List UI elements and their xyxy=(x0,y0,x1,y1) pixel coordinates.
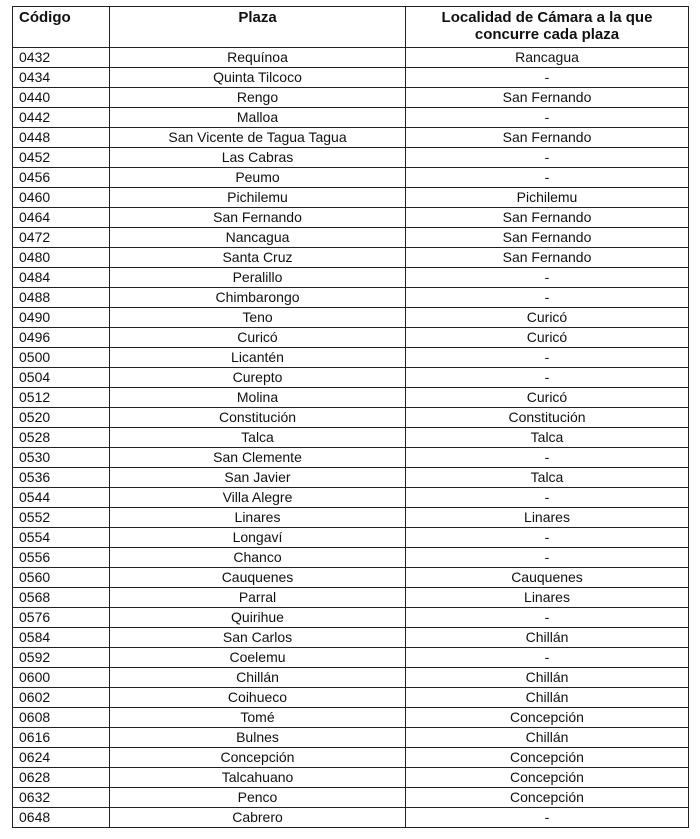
table-row xyxy=(13,468,689,488)
plaza-cell: Parral xyxy=(110,588,406,608)
code-cell: 0536 xyxy=(13,468,110,488)
code-cell: 0472 xyxy=(13,228,110,248)
localidad-cell: Chillán xyxy=(406,628,689,648)
plaza-cell: Talca xyxy=(110,428,406,448)
localidad-cell: San Fernando xyxy=(406,208,689,228)
plaza-cell: Nancagua xyxy=(110,228,406,248)
code-cell: 0456 xyxy=(13,168,110,188)
localidad-cell: San Fernando xyxy=(406,88,689,108)
table-row xyxy=(13,68,689,88)
code-cell: 0648 xyxy=(13,808,110,828)
table-row xyxy=(13,188,689,208)
plaza-cell: San Carlos xyxy=(110,628,406,648)
code-cell: 0512 xyxy=(13,388,110,408)
code-cell: 0552 xyxy=(13,508,110,528)
plaza-cell: Pichilemu xyxy=(110,188,406,208)
table-row xyxy=(13,328,689,348)
plaza-cell: San Javier xyxy=(110,468,406,488)
code-cell: 0432 xyxy=(13,48,110,68)
table-row xyxy=(13,508,689,528)
plaza-cell: Chillán xyxy=(110,668,406,688)
code-cell: 0434 xyxy=(13,68,110,88)
localidad-cell: Rancagua xyxy=(406,48,689,68)
plaza-cell: Coihueco xyxy=(110,688,406,708)
table-row xyxy=(13,268,689,288)
table-row xyxy=(13,308,689,328)
code-cell: 0608 xyxy=(13,708,110,728)
table-row xyxy=(13,728,689,748)
plaza-cell: Rengo xyxy=(110,88,406,108)
plazas-table xyxy=(12,6,689,828)
table-row xyxy=(13,588,689,608)
code-cell: 0556 xyxy=(13,548,110,568)
localidad-cell: - xyxy=(406,108,689,128)
table-row xyxy=(13,548,689,568)
table-row xyxy=(13,368,689,388)
localidad-cell: - xyxy=(406,268,689,288)
localidad-cell: San Fernando xyxy=(406,228,689,248)
localidad-cell: Linares xyxy=(406,508,689,528)
localidad-cell: San Fernando xyxy=(406,128,689,148)
code-cell: 0442 xyxy=(13,108,110,128)
code-cell: 0600 xyxy=(13,668,110,688)
table-row xyxy=(13,668,689,688)
localidad-cell: Linares xyxy=(406,588,689,608)
plaza-cell: Longaví xyxy=(110,528,406,548)
table-row xyxy=(13,248,689,268)
localidad-cell: Chillán xyxy=(406,688,689,708)
code-cell: 0480 xyxy=(13,248,110,268)
table-row xyxy=(13,128,689,148)
code-cell: 0628 xyxy=(13,768,110,788)
table-row xyxy=(13,708,689,728)
localidad-cell: Talca xyxy=(406,468,689,488)
localidad-cell: Concepción xyxy=(406,788,689,808)
code-cell: 0602 xyxy=(13,688,110,708)
plaza-cell: Penco xyxy=(110,788,406,808)
plaza-cell: Tomé xyxy=(110,708,406,728)
table-row xyxy=(13,288,689,308)
plaza-cell: Chanco xyxy=(110,548,406,568)
localidad-cell: Constitución xyxy=(406,408,689,428)
code-cell: 0624 xyxy=(13,748,110,768)
code-cell: 0484 xyxy=(13,268,110,288)
code-cell: 0632 xyxy=(13,788,110,808)
localidad-cell: Curicó xyxy=(406,328,689,348)
localidad-cell: - xyxy=(406,448,689,468)
localidad-cell: Talca xyxy=(406,428,689,448)
plaza-cell: Licantén xyxy=(110,348,406,368)
code-cell: 0560 xyxy=(13,568,110,588)
plaza-cell: Quirihue xyxy=(110,608,406,628)
table-row xyxy=(13,788,689,808)
table-row xyxy=(13,448,689,468)
plaza-cell: Linares xyxy=(110,508,406,528)
localidad-cell: Curicó xyxy=(406,388,689,408)
table-row xyxy=(13,228,689,248)
plaza-cell: Santa Cruz xyxy=(110,248,406,268)
table-row xyxy=(13,168,689,188)
table-row xyxy=(13,808,689,828)
localidad-cell: - xyxy=(406,548,689,568)
localidad-cell: - xyxy=(406,648,689,668)
table-row xyxy=(13,608,689,628)
plaza-cell: Las Cabras xyxy=(110,148,406,168)
code-cell: 0490 xyxy=(13,308,110,328)
plaza-cell: Molina xyxy=(110,388,406,408)
code-cell: 0464 xyxy=(13,208,110,228)
plaza-cell: San Fernando xyxy=(110,208,406,228)
plaza-cell: Quinta Tilcoco xyxy=(110,68,406,88)
header-row xyxy=(13,7,689,48)
table-row xyxy=(13,768,689,788)
code-cell: 0544 xyxy=(13,488,110,508)
table-row xyxy=(13,688,689,708)
localidad-cell: - xyxy=(406,168,689,188)
table-row xyxy=(13,648,689,668)
table-row xyxy=(13,48,689,68)
table-head xyxy=(13,7,689,48)
plaza-cell: Cabrero xyxy=(110,808,406,828)
plaza-cell: San Clemente xyxy=(110,448,406,468)
plaza-cell: Talcahuano xyxy=(110,768,406,788)
code-cell: 0448 xyxy=(13,128,110,148)
code-cell: 0460 xyxy=(13,188,110,208)
table-row xyxy=(13,148,689,168)
code-cell: 0530 xyxy=(13,448,110,468)
code-cell: 0584 xyxy=(13,628,110,648)
plaza-cell: Malloa xyxy=(110,108,406,128)
code-cell: 0496 xyxy=(13,328,110,348)
plaza-cell: Chimbarongo xyxy=(110,288,406,308)
table-row xyxy=(13,628,689,648)
localidad-cell: Chillán xyxy=(406,728,689,748)
localidad-cell: Cauquenes xyxy=(406,568,689,588)
plaza-cell: Cauquenes xyxy=(110,568,406,588)
header-localidad: Localidad de Cámara a la que concurre cada plaza xyxy=(406,7,689,48)
plaza-cell: Concepción xyxy=(110,748,406,768)
table-row xyxy=(13,108,689,128)
table-row xyxy=(13,528,689,548)
plaza-cell: Curepto xyxy=(110,368,406,388)
table-body xyxy=(13,48,689,828)
code-cell: 0488 xyxy=(13,288,110,308)
header-code: Código xyxy=(13,7,110,48)
localidad-cell: Chillán xyxy=(406,668,689,688)
code-cell: 0568 xyxy=(13,588,110,608)
plaza-cell: Peralillo xyxy=(110,268,406,288)
plaza-cell: Coelemu xyxy=(110,648,406,668)
localidad-cell: - xyxy=(406,528,689,548)
localidad-cell: Concepción xyxy=(406,768,689,788)
localidad-cell: Concepción xyxy=(406,748,689,768)
localidad-cell: - xyxy=(406,348,689,368)
table-row xyxy=(13,348,689,368)
localidad-cell: - xyxy=(406,368,689,388)
code-cell: 0554 xyxy=(13,528,110,548)
code-cell: 0452 xyxy=(13,148,110,168)
table-row xyxy=(13,408,689,428)
plaza-cell: Constitución xyxy=(110,408,406,428)
header-plaza: Plaza xyxy=(110,7,406,48)
plaza-cell: Requínoa xyxy=(110,48,406,68)
code-cell: 0520 xyxy=(13,408,110,428)
table-row xyxy=(13,488,689,508)
plaza-cell: Peumo xyxy=(110,168,406,188)
table-row xyxy=(13,748,689,768)
localidad-cell: - xyxy=(406,608,689,628)
table-row xyxy=(13,428,689,448)
localidad-cell: - xyxy=(406,68,689,88)
table-row xyxy=(13,388,689,408)
document-page xyxy=(12,6,688,828)
table-row xyxy=(13,88,689,108)
localidad-cell: San Fernando xyxy=(406,248,689,268)
plaza-cell: San Vicente de Tagua Tagua xyxy=(110,128,406,148)
code-cell: 0616 xyxy=(13,728,110,748)
localidad-cell: Curicó xyxy=(406,308,689,328)
table-row xyxy=(13,208,689,228)
code-cell: 0592 xyxy=(13,648,110,668)
code-cell: 0504 xyxy=(13,368,110,388)
localidad-cell: - xyxy=(406,808,689,828)
plaza-cell: Bulnes xyxy=(110,728,406,748)
table-row xyxy=(13,568,689,588)
plaza-cell: Villa Alegre xyxy=(110,488,406,508)
code-cell: 0440 xyxy=(13,88,110,108)
code-cell: 0528 xyxy=(13,428,110,448)
plaza-cell: Curicó xyxy=(110,328,406,348)
code-cell: 0576 xyxy=(13,608,110,628)
localidad-cell: - xyxy=(406,488,689,508)
localidad-cell: - xyxy=(406,148,689,168)
code-cell: 0500 xyxy=(13,348,110,368)
localidad-cell: Pichilemu xyxy=(406,188,689,208)
localidad-cell: - xyxy=(406,288,689,308)
plaza-cell: Teno xyxy=(110,308,406,328)
localidad-cell: Concepción xyxy=(406,708,689,728)
